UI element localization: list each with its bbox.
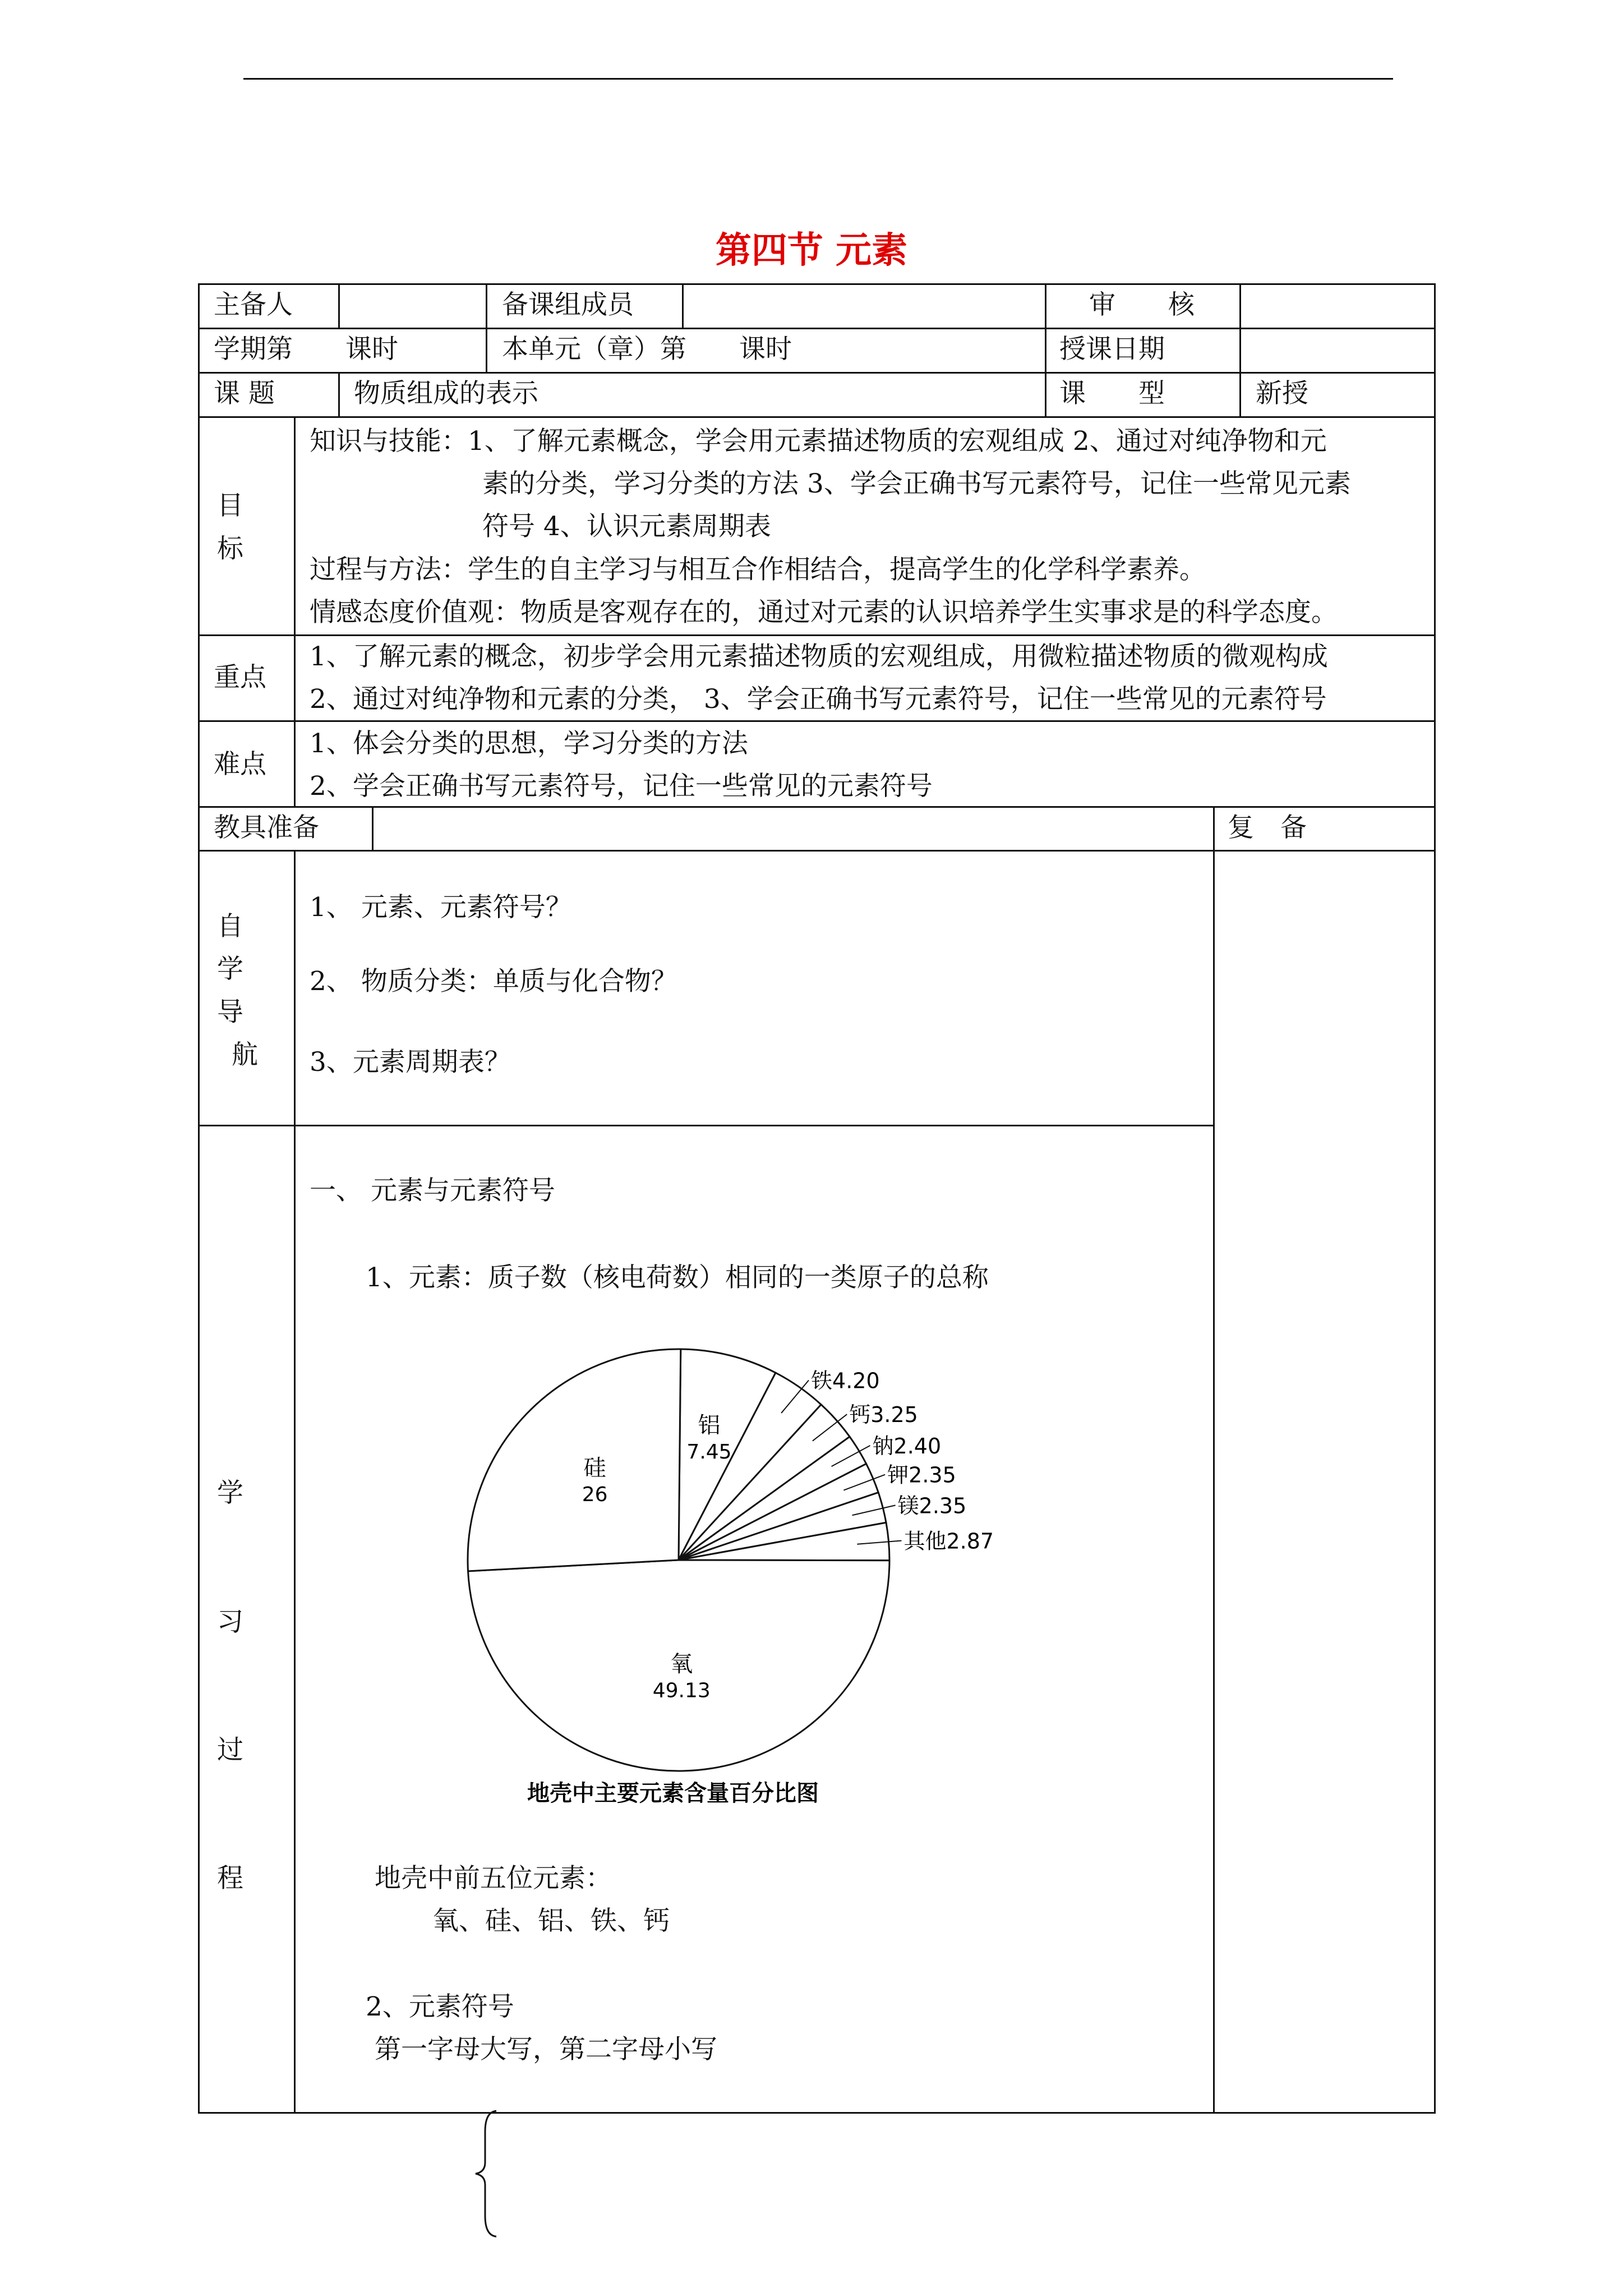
section-heading: 一、 元素与元素符号: [310, 1175, 555, 1206]
goals-label: 目: [217, 490, 243, 521]
crust-element-pie-chart: [449, 1335, 1009, 1829]
key-points-label: 重点: [214, 662, 266, 693]
goal-line: 符号 4、认识元素周期表: [482, 511, 771, 542]
header-rule: [243, 78, 1393, 80]
key-point-line: 1、了解元素的概念，初步学会用元素描述物质的宏观组成，用微粒描述物质的微观构成: [310, 641, 1328, 672]
divider: [372, 806, 374, 850]
slice-label: 硅: [583, 1455, 606, 1481]
slice-label: 铝: [698, 1412, 721, 1439]
top5-elements: 氧、硅、铝、铁、钙: [432, 1906, 670, 1936]
slice-label: 钙3.25: [849, 1402, 918, 1428]
preparer-label: 主备人: [214, 289, 293, 320]
top5-label: 地壳中前五位元素：: [375, 1863, 612, 1894]
lesson-type-label: 课 型: [1059, 378, 1165, 409]
slice-label: 镁2.35: [897, 1493, 967, 1519]
self-study-item: 2、 物质分类：单质与化合物？: [310, 966, 677, 997]
self-study-label: 航: [232, 1039, 258, 1070]
process-label: 过: [217, 1734, 243, 1765]
goal-line: 知识与技能：1、了解元素概念，学会用元素描述物质的宏观组成 2、通过对纯净物和元: [310, 426, 1327, 457]
process-label: 习: [217, 1607, 243, 1637]
topic-value: 物质组成的表示: [354, 378, 538, 409]
process-label: 程: [217, 1863, 243, 1894]
self-study-label: 自: [217, 911, 243, 942]
divider: [338, 283, 340, 328]
slice-value: 49.13: [652, 1679, 711, 1703]
teaching-aids-label: 教具准备: [214, 812, 319, 843]
divider: [486, 283, 487, 372]
divider: [198, 634, 1436, 636]
divider: [294, 850, 296, 2112]
slice-label: 其他2.87: [903, 1529, 994, 1554]
self-study-label: 学: [217, 954, 243, 984]
divider: [338, 372, 340, 416]
unit-lesson-label: 本单元（章）第 课时: [502, 334, 792, 365]
symbol-title: 2、元素符号: [366, 1991, 514, 2022]
divider: [198, 283, 200, 2114]
self-study-item: 1、 元素、元素符号？: [310, 892, 572, 923]
divider: [294, 416, 296, 806]
divider: [198, 328, 1436, 329]
symbol-rule: 第一字母大写，第二字母小写: [375, 2034, 717, 2065]
divider: [1239, 283, 1241, 416]
key-point-line: 2、通过对纯净物和元素的分类， 3、学会正确书写元素符号，记住一些常见的元素符号: [310, 684, 1327, 715]
semester-lesson-label: 学期第 课时: [214, 334, 398, 365]
slice-label: 钾2.35: [887, 1462, 956, 1488]
slice-value: 7.45: [686, 1441, 732, 1464]
divider: [682, 283, 684, 328]
divider: [1045, 283, 1046, 416]
divider: [198, 2112, 1436, 2114]
goals-label: 标: [217, 533, 243, 564]
teaching-date-label: 授课日期: [1059, 334, 1165, 365]
slice-value: 26: [582, 1483, 608, 1506]
brace-icon: [471, 2109, 505, 2238]
goal-line: 素的分类，学习分类的方法 3、学会正确书写元素符号，记住一些常见元素: [482, 468, 1351, 499]
process-label: 学: [217, 1478, 243, 1508]
divider: [198, 720, 1436, 722]
pie-slice: [468, 1349, 681, 1571]
element-definition: 1、元素：质子数（核电荷数）相同的一类原子的总称: [366, 1262, 989, 1293]
review-label: 审 核: [1089, 289, 1195, 320]
goal-line: 过程与方法：学生的自主学习与相互合作相结合，提高学生的化学科学素养。: [310, 554, 1206, 585]
slice-label: 铁4.20: [811, 1368, 880, 1393]
group-members-label: 备课组成员: [502, 289, 634, 320]
divider: [198, 1125, 1213, 1126]
topic-label: 课 题: [214, 378, 275, 409]
divider: [198, 806, 1436, 808]
divider: [198, 416, 1436, 418]
review-prep-label: 复 备: [1228, 812, 1307, 843]
page-title: 第四节 元素: [715, 230, 908, 272]
difficulty-line: 2、学会正确书写元素符号，记住一些常见的元素符号: [310, 771, 933, 802]
lesson-type-value: 新授: [1256, 378, 1308, 409]
divider: [1434, 283, 1436, 2114]
chart-title: 地壳中主要元素含量百分比图: [527, 1780, 819, 1806]
divider: [198, 850, 1436, 852]
divider: [1213, 806, 1215, 2112]
difficulties-label: 难点: [214, 749, 266, 780]
slice-label: 钠2.40: [872, 1433, 942, 1458]
difficulty-line: 1、体会分类的思想，学习分类的方法: [310, 728, 748, 759]
slice-label: 氧: [670, 1651, 693, 1677]
divider: [198, 372, 1436, 374]
self-study-item: 3、元素周期表？: [310, 1047, 511, 1078]
divider: [198, 283, 1436, 285]
goal-line: 情感态度价值观：物质是客观存在的，通过对元素的认识培养学生实事求是的科学态度。: [310, 597, 1338, 628]
self-study-label: 导: [217, 997, 243, 1028]
